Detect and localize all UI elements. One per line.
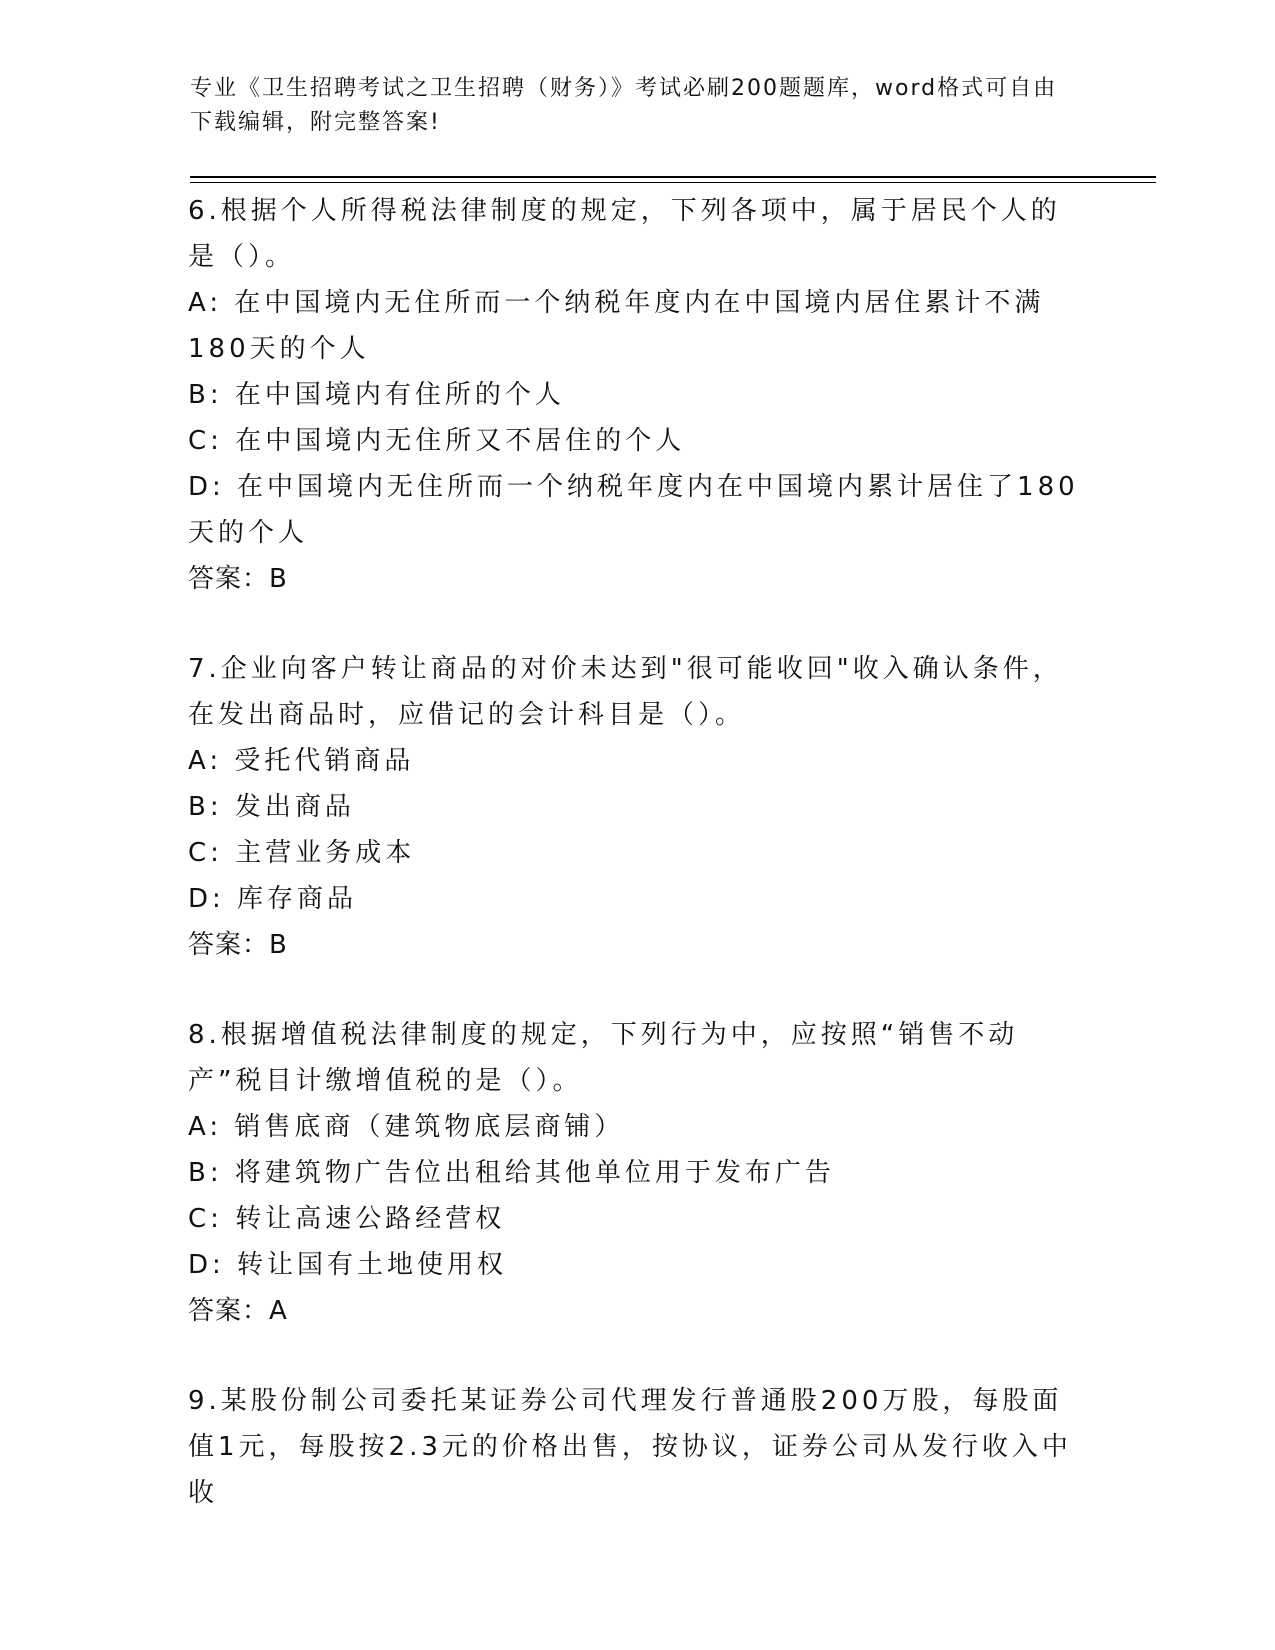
- option-b: [188, 1150, 1088, 1196]
- question-stem: 7.企业向客户转让商品的对价未达到"很可能收回"收入确认条件，在发出商品时，应借记的会计科目是（）。: [188, 654, 1063, 730]
- answer-line: [188, 922, 1088, 968]
- option-key: A:: [188, 1112, 223, 1142]
- question-block: [188, 188, 1088, 602]
- option-a: [188, 1104, 1088, 1150]
- option-text: 转让高速公路经营权: [235, 1204, 506, 1234]
- option-text: 发出商品: [234, 792, 355, 822]
- option-text: 转让国有土地使用权: [237, 1250, 508, 1280]
- question-stem: 8.根据增值税法律制度的规定，下列行为中，应按照“销售不动产”税目计缴增值税的是（）。: [188, 1020, 1019, 1096]
- option-key: A:: [188, 746, 223, 776]
- option-key: D:: [188, 1250, 225, 1280]
- option-text: 在中国境内有住所的个人: [234, 380, 565, 410]
- question-stem: 9.某股份制公司委托某证券公司代理发行普通股200万股，每股面值1元，每股按2.3元的价格出售，按协议，证券公司从发行收入中收: [188, 1386, 1072, 1508]
- option-a: [188, 738, 1088, 784]
- option-key: B:: [188, 792, 223, 822]
- option-text: 在中国境内无住所而一个纳税年度内在中国境内居住累计不满180天的个人: [188, 288, 1045, 364]
- option-b: [188, 784, 1088, 830]
- option-key: C:: [188, 838, 223, 868]
- option-key: A:: [188, 288, 223, 318]
- answer-line: [188, 1288, 1088, 1334]
- option-text: 库存商品: [237, 884, 358, 914]
- answer-label: 答案：: [188, 930, 270, 960]
- option-key: B:: [188, 380, 223, 410]
- question-stem: 6.根据个人所得税法律制度的规定，下列各项中，属于居民个人的是（）。: [188, 196, 1061, 272]
- option-key: C:: [188, 426, 223, 456]
- option-text: 受托代销商品: [234, 746, 415, 776]
- option-key: D:: [188, 472, 225, 502]
- option-text: 将建筑物广告位出租给其他单位用于发布广告: [234, 1158, 835, 1188]
- option-b: [188, 372, 1088, 418]
- option-text: 销售底商（建筑物底层商铺）: [234, 1112, 625, 1142]
- option-c: [188, 830, 1088, 876]
- answer-label: 答案：: [188, 564, 270, 594]
- option-d: [188, 876, 1088, 922]
- question-block: [188, 1378, 1088, 1516]
- option-key: C:: [188, 1204, 223, 1234]
- option-key: B:: [188, 1158, 223, 1188]
- answer-value: B: [269, 564, 288, 594]
- option-d: [188, 1242, 1088, 1288]
- option-c: [188, 418, 1088, 464]
- option-text: 在中国境内无住所又不居住的个人: [235, 426, 686, 456]
- option-key: D:: [188, 884, 225, 914]
- header-divider-thin: [190, 182, 1156, 183]
- document-header: 专业《卫生招聘考试之卫生招聘（财务）》考试必刷200题题库，word格式可自由下载编辑，附完整答案!: [190, 76, 1058, 135]
- question-block: [188, 1012, 1088, 1334]
- header-divider-thick: [190, 176, 1156, 178]
- answer-value: A: [269, 1296, 288, 1326]
- answer-line: [188, 556, 1088, 602]
- answer-value: B: [269, 930, 288, 960]
- option-d: [188, 464, 1088, 556]
- answer-label: 答案：: [188, 1296, 270, 1326]
- option-text: 主营业务成本: [235, 838, 416, 868]
- option-a: [188, 280, 1088, 372]
- question-block: [188, 646, 1088, 968]
- option-c: [188, 1196, 1088, 1242]
- option-text: 在中国境内无住所而一个纳税年度内在中国境内累计居住了180天的个人: [188, 472, 1079, 548]
